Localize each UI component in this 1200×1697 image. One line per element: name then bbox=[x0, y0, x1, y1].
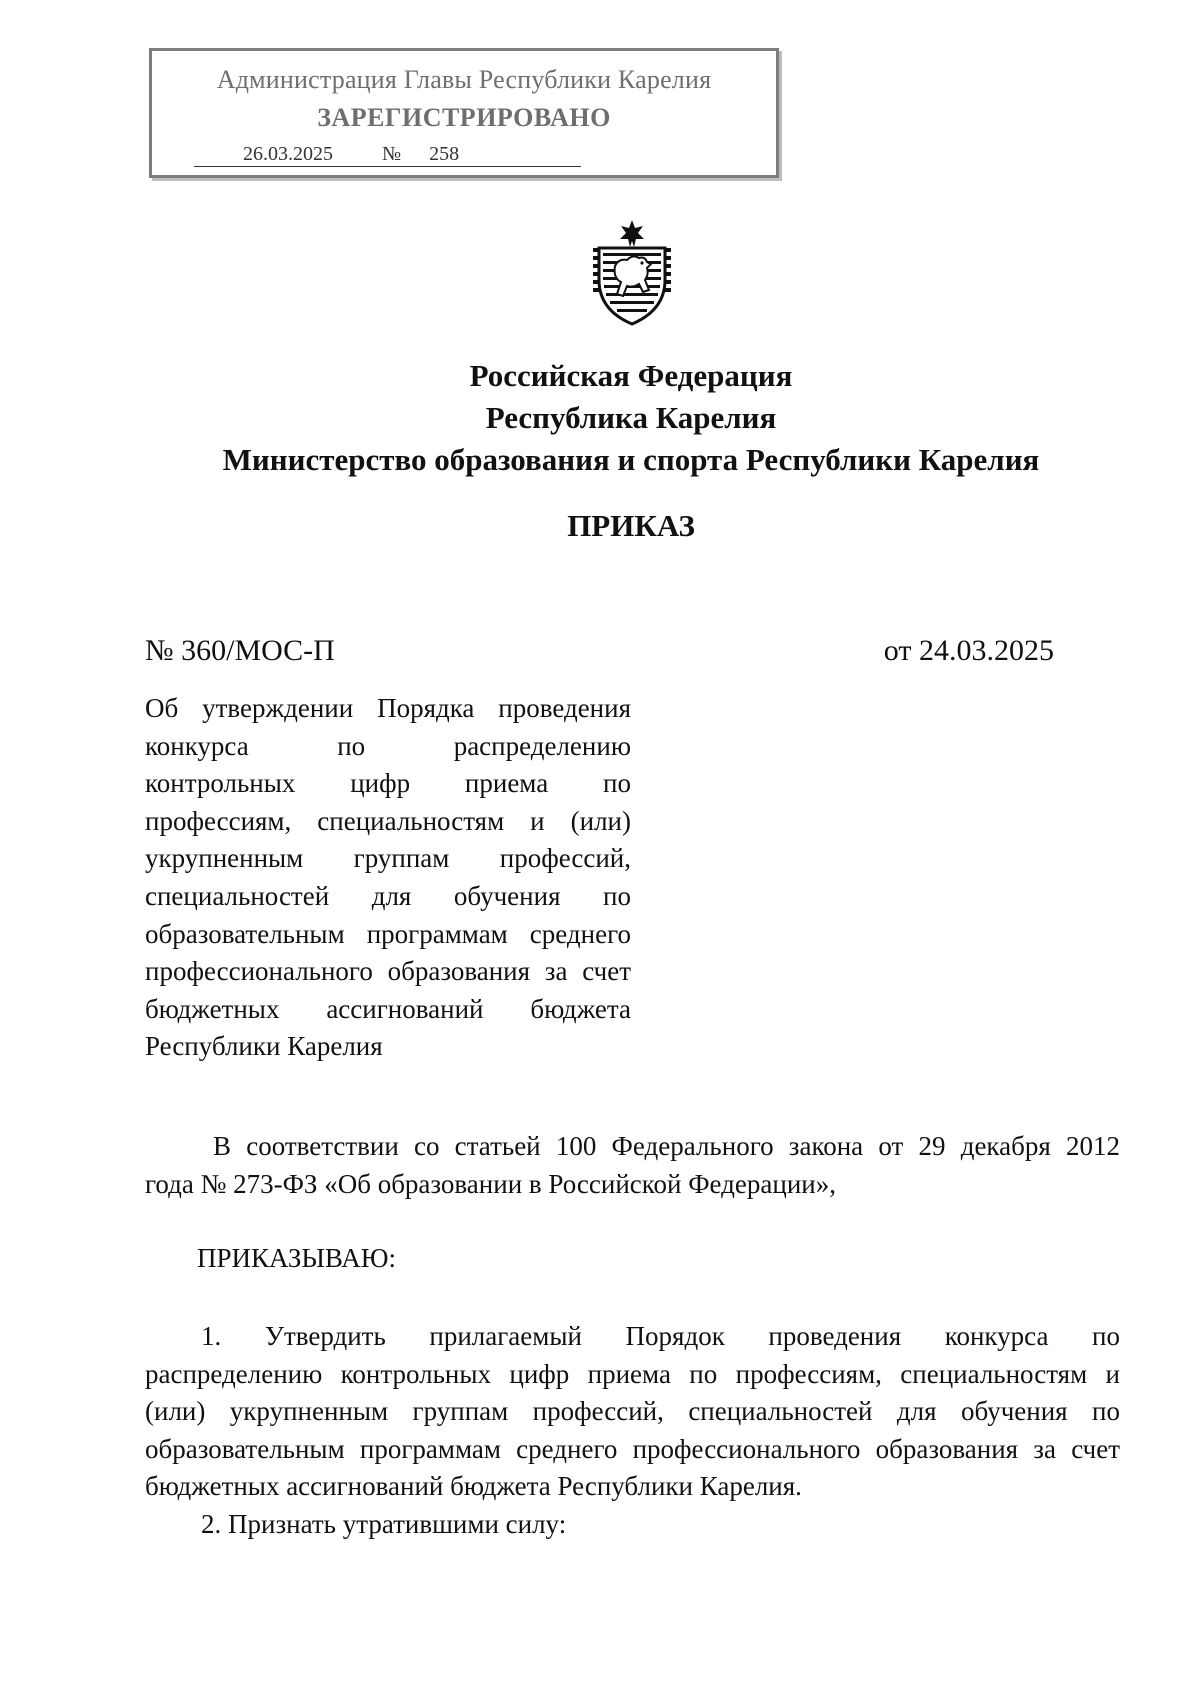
stamp-date: 26.03.2025 bbox=[194, 143, 382, 167]
item1-line: (или) укрупненным группам профессий, специальностей для обучения по bbox=[145, 1396, 1120, 1427]
header-region: Республика Карелия bbox=[485, 400, 777, 435]
subject-line: Об утверждении Порядка проведения bbox=[145, 693, 631, 723]
item1-line: образовательным программам среднего профессионального образования за счет bbox=[145, 1433, 1120, 1464]
item1-line: бюджетных ассигнований бюджета Республики Карелия. bbox=[145, 1471, 802, 1502]
subject-line: образовательным программам среднего bbox=[145, 918, 631, 949]
header-country: Российская Федерация bbox=[469, 358, 793, 393]
stamp-registered: ЗАРЕГИСТРИРОВАНО bbox=[317, 103, 611, 132]
subject-line: конкурса по распределению bbox=[145, 730, 631, 761]
order-subject bbox=[145, 690, 631, 1066]
subject-line: профессиям, специальностям и (или) bbox=[145, 805, 631, 836]
subject-line: профессионального образования за счет bbox=[145, 956, 631, 987]
subject-line: специальностей для обучения по bbox=[145, 880, 631, 911]
item1-line: распределению контрольных цифр приема по профессиям, специальностям и bbox=[145, 1358, 1120, 1389]
order-date: от 24.03.2025 bbox=[883, 634, 1054, 667]
item1-line: 1. Утвердить прилагаемый Порядок проведения конкурса по bbox=[201, 1321, 1120, 1351]
preamble-line: года № 273-ФЗ «Об образовании в Российской Федерации», bbox=[145, 1168, 836, 1199]
preamble-line: В соответствии со статьей 100 Федерального закона от 29 декабря 2012 bbox=[213, 1131, 1120, 1161]
order-number: № 360/МОС-П bbox=[145, 634, 335, 667]
registration-stamp bbox=[149, 48, 779, 178]
order-items bbox=[145, 1318, 1120, 1544]
stamp-registration-row bbox=[194, 143, 581, 167]
stamp-number-label: № bbox=[382, 143, 402, 165]
header-ministry: Министерство образования и спорта Республики Карелия bbox=[222, 442, 1040, 477]
karelia-coat-of-arms-icon bbox=[587, 218, 677, 328]
item2-line: 2. Признать утратившими силу: bbox=[201, 1508, 567, 1539]
subject-line: укрупненным группам профессий, bbox=[145, 843, 631, 874]
subject-line: бюджетных ассигнований бюджета bbox=[145, 993, 631, 1024]
subject-line: контрольных цифр приема по bbox=[145, 768, 631, 799]
preamble-paragraph bbox=[145, 1128, 1120, 1203]
stamp-authority: Администрация Главы Республики Карелия bbox=[216, 65, 712, 94]
stamp-number: 258 bbox=[401, 143, 581, 167]
order-directive: ПРИКАЗЫВАЮ: bbox=[197, 1243, 396, 1273]
subject-line: Республики Карелия bbox=[145, 1031, 383, 1062]
document-type: ПРИКАЗ bbox=[567, 508, 695, 543]
